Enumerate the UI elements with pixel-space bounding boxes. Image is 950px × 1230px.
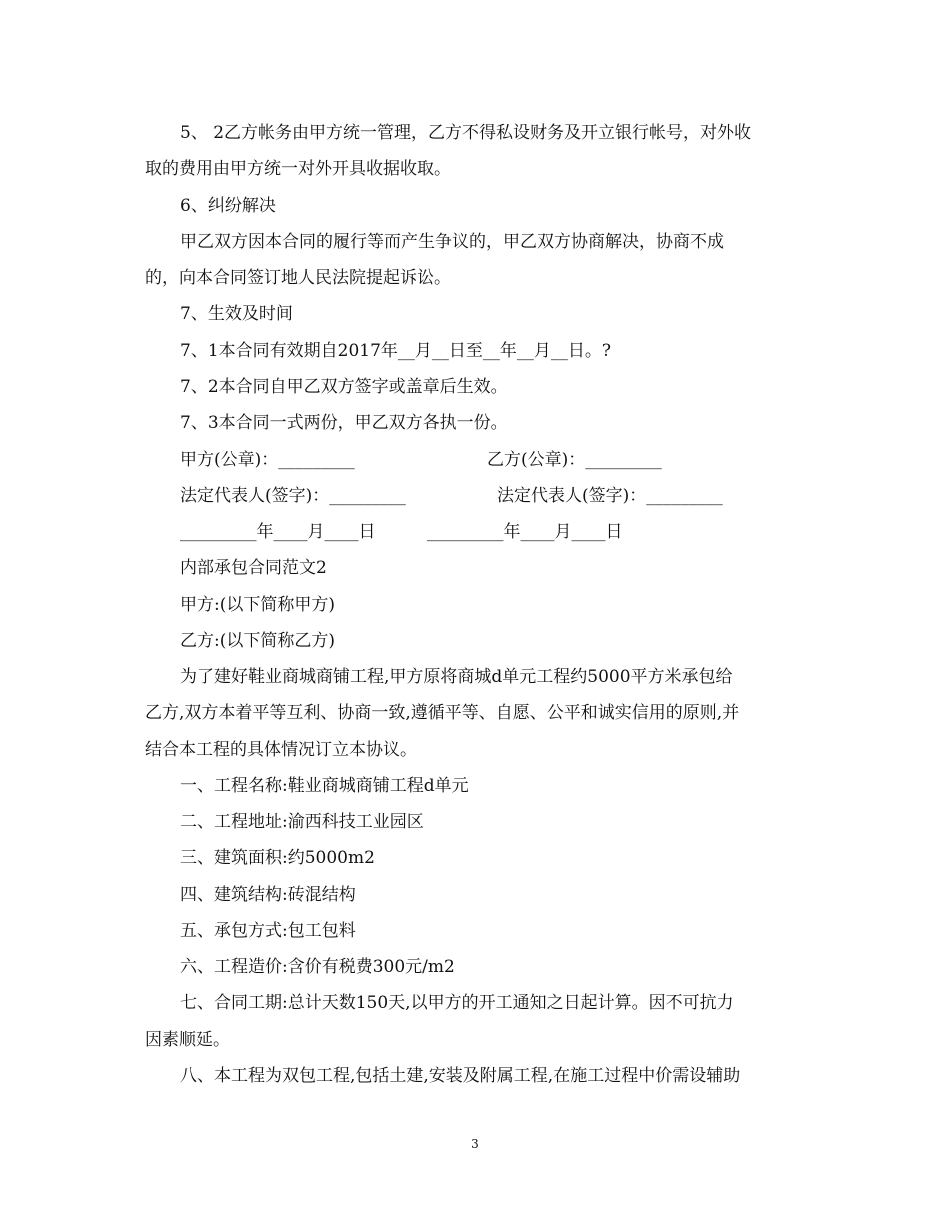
paragraph-line: 5、 2乙方帐务由甲方统一管理，乙方不得私设财务及开立银行帐号，对外收: [180, 123, 752, 143]
paragraph-line: 乙方:(以下简称乙方): [180, 631, 335, 651]
paragraph-line: 甲乙双方因本合同的履行等而产生争议的，甲乙双方协商解决，协商不成: [180, 232, 724, 252]
paragraph-line: 7、2本合同自甲乙双方签字或盖章后生效。: [180, 377, 508, 397]
party-b-representative: 法定代表人(签字)：_________: [497, 486, 723, 506]
clause-line: 因素顺延。: [145, 1030, 230, 1050]
clause-line: 六、工程造价:含价有税费300元/m2: [180, 957, 455, 977]
paragraph-line: 的，向本合同签订地人民法院提起诉讼。: [145, 268, 451, 288]
paragraph-line: 甲方:(以下简称甲方): [180, 595, 335, 615]
clause-line: 三、建筑面积:约5000m2: [180, 848, 375, 868]
paragraph-line: 7、3本合同一式两份，甲乙双方各执一份。: [180, 413, 508, 433]
page-number: 3: [471, 1137, 479, 1151]
party-a-representative: 法定代表人(签字)：_________: [180, 486, 406, 506]
section-heading: 7、生效及时间: [180, 304, 293, 324]
clause-line: 一、工程名称:鞋业商城商铺工程d单元: [180, 776, 469, 796]
paragraph-line: 7、1本合同有效期自2017年__月__日至__年__月__日。?: [180, 341, 612, 361]
clause-line: 四、建筑结构:砖混结构: [180, 885, 356, 905]
party-a-seal: 甲方(公章)：_________: [180, 450, 355, 470]
clause-line: 五、承包方式:包工包料: [180, 921, 356, 941]
paragraph-line: 为了建好鞋业商城商铺工程,甲方原将商城d单元工程约5000平方米承包给: [180, 667, 733, 687]
clause-line: 八、本工程为双包工程,包括土建,安装及附属工程,在施工过程中价需设辅助: [180, 1066, 741, 1086]
document-title: 内部承包合同范文2: [180, 558, 327, 578]
paragraph-line: 乙方,双方本着平等互利、协商一致,遵循平等、自愿、公平和诚实信用的原则,并: [145, 703, 740, 723]
party-a-date: _________年____月____日: [180, 522, 376, 542]
paragraph-line: 结合本工程的具体情况订立本协议。: [145, 740, 417, 760]
clause-line: 二、工程地址:渝西科技工业园区: [180, 812, 424, 832]
section-heading: 6、纠纷解决: [180, 196, 276, 216]
party-b-seal: 乙方(公章)：_________: [487, 450, 662, 470]
paragraph-line: 取的费用由甲方统一对外开具收据收取。: [145, 159, 451, 179]
party-b-date: _________年____月____日: [427, 522, 623, 542]
clause-line: 七、合同工期:总计天数150天,以甲方的开工通知之日起计算。因不可抗力: [180, 993, 734, 1013]
